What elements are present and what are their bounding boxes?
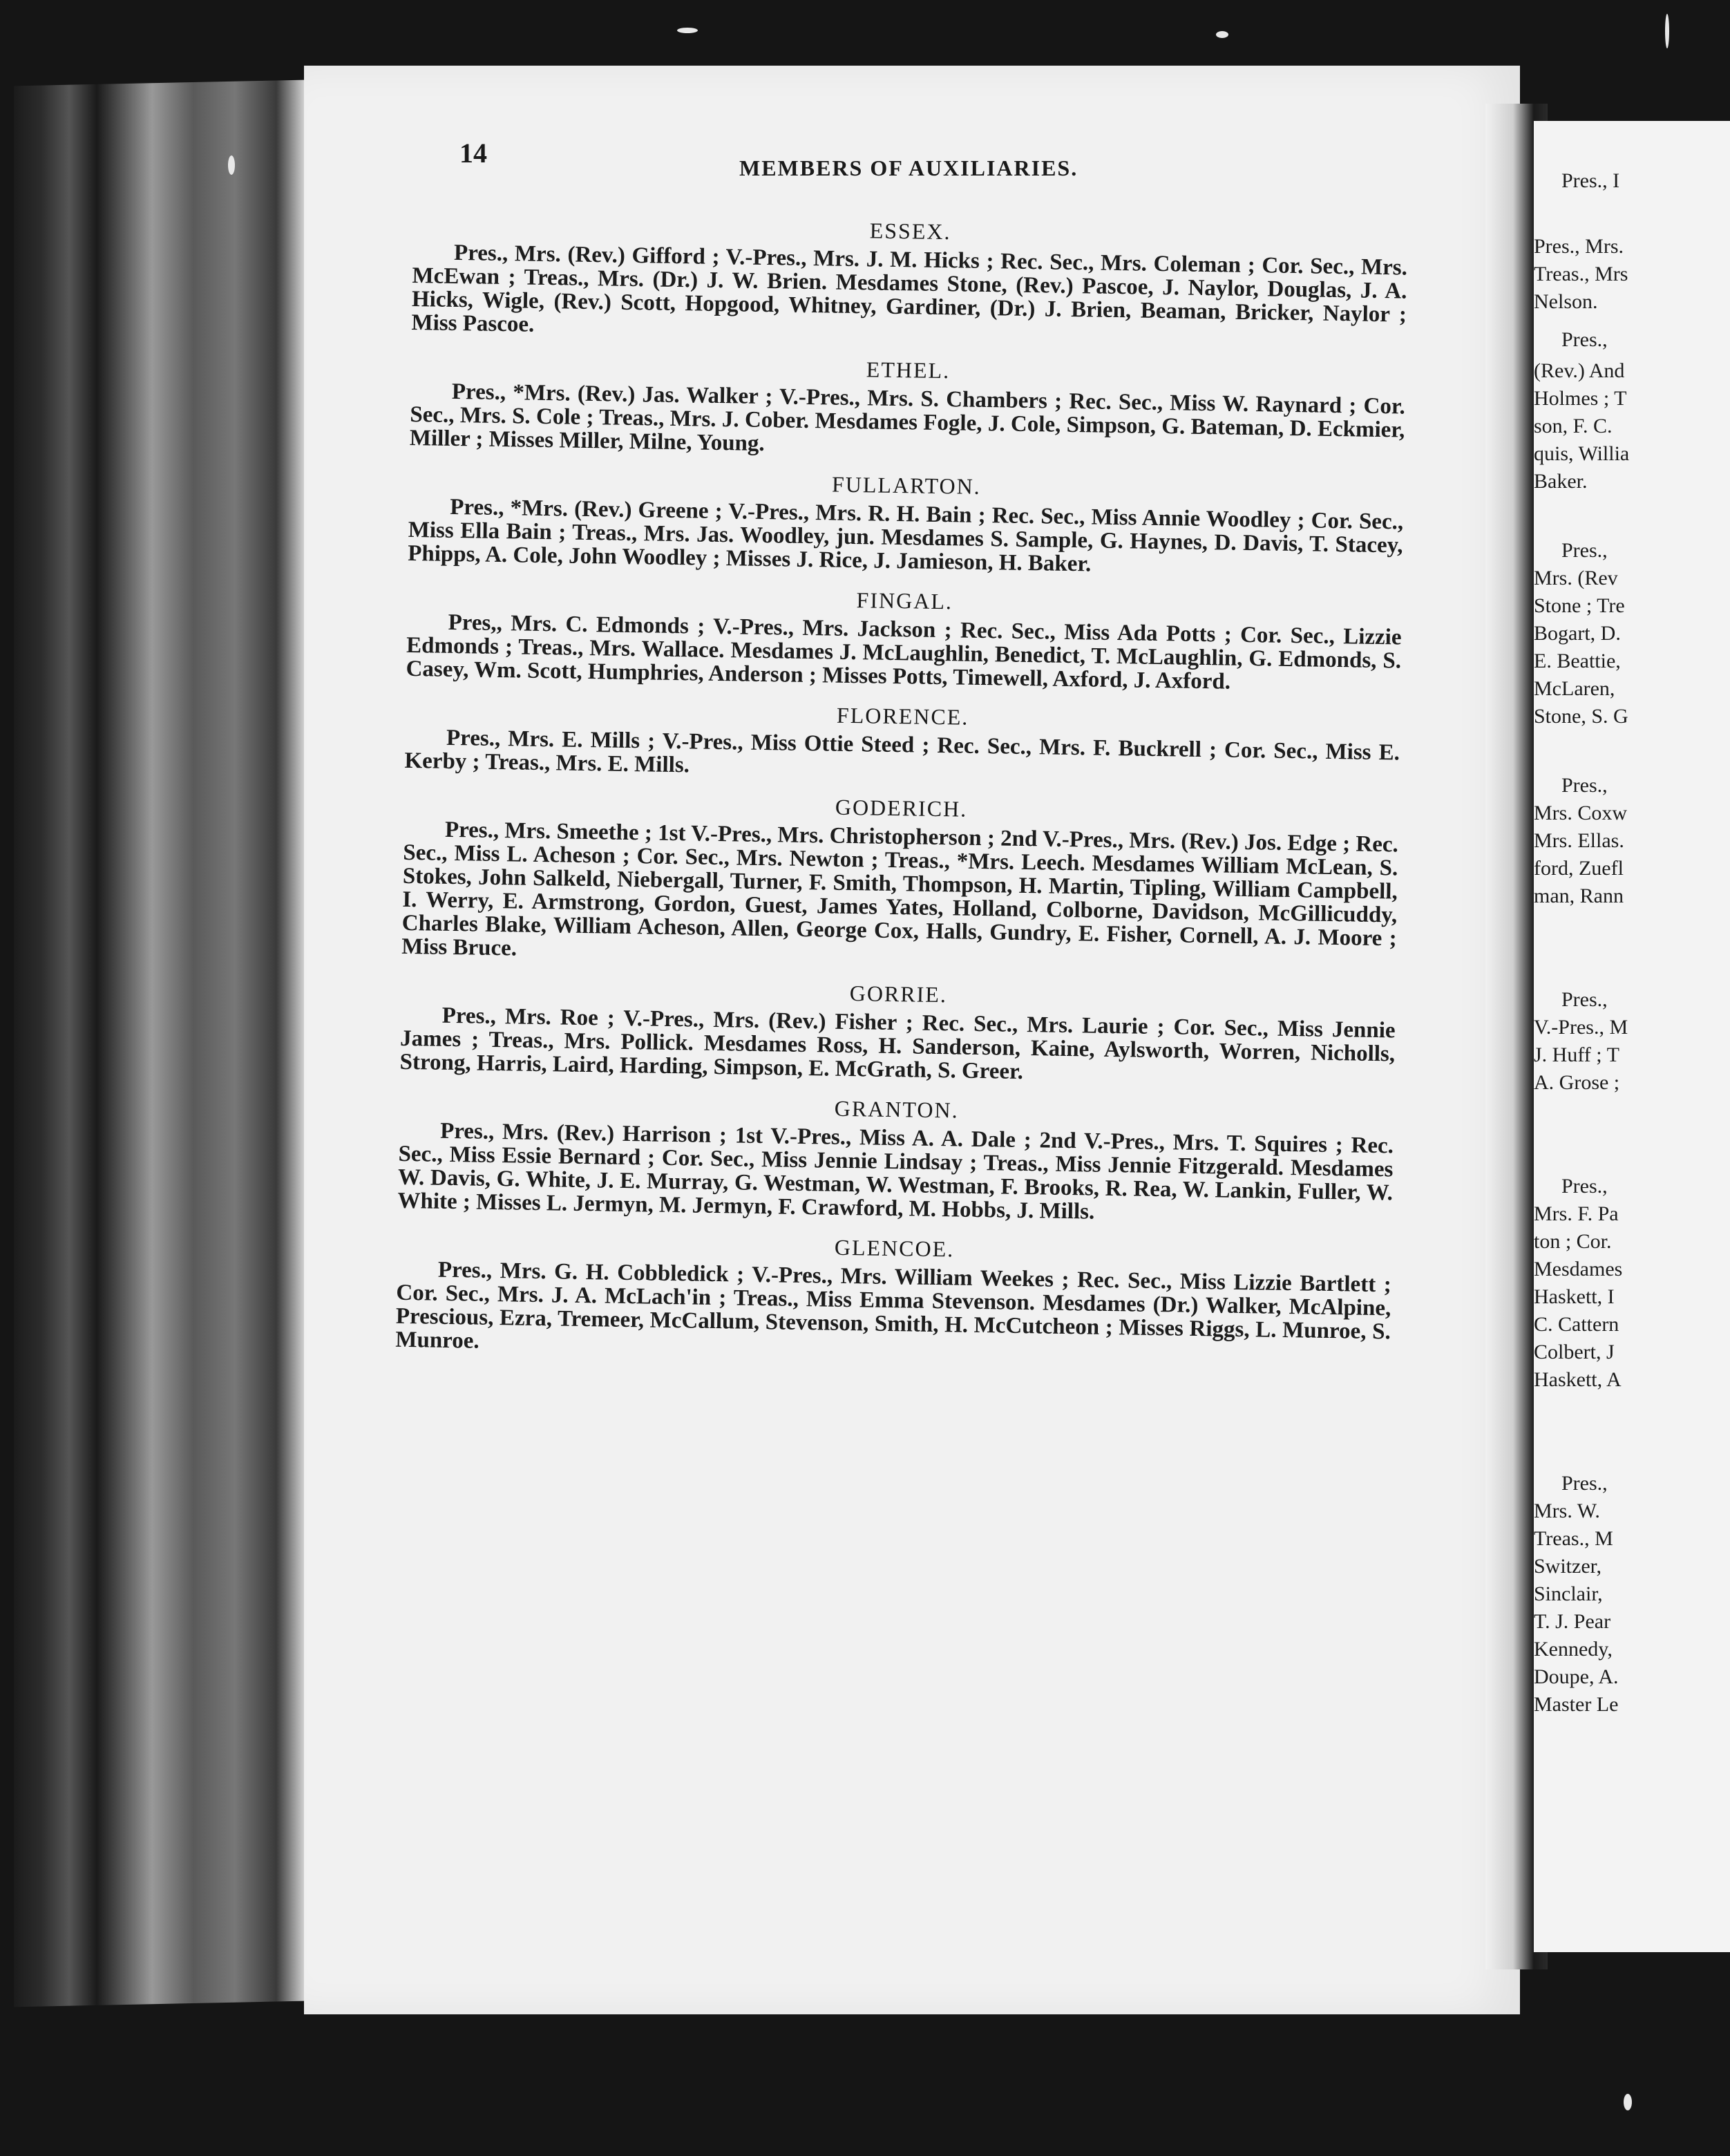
right-page-line: man, Rann [1534,885,1624,907]
section-title: GORRIE. [849,981,948,1008]
section-title: ETHEL. [866,357,951,384]
right-page-line: Nelson. [1534,290,1598,313]
right-page-line: E. Beattie, [1534,650,1621,672]
section-body: Pres., Mrs. Roe ; V.-Pres., Mrs. (Rev.) Fisher ; Rec. Sec., Mrs. Laurie ; Cor. Sec., Miss Jennie James ; Treas., Mrs. Pollick. Mesdames Ross, H. Sanderson, Kaine, Aylsworth, Worren, Nicholls, Strong, Harris, Laird, Harding, Simpson, E. McGrath, S. Greer. [399,1003,1396,1085]
right-page-line: Pres., [1561,988,1608,1011]
right-page-line: Master Le [1534,1693,1619,1716]
right-page-line: Pres., [1561,1472,1608,1495]
running-title: MEMBERS OF AUXILIARIES. [739,155,1078,180]
right-page-line: Bogart, D. [1534,622,1621,645]
section-body: Pres., Mrs. E. Mills ; V.-Pres., Miss Ottie Steed ; Rec. Sec., Mrs. F. Buckrell ; Cor. Sec., Miss E. Kerby ; Treas., Mrs. E. Mills. [404,725,1400,778]
film-speck [228,155,235,175]
right-page-line: Mrs. F. Pa [1534,1202,1619,1225]
page-content [395,124,1409,1382]
section-title: FINGAL. [856,587,953,614]
right-page-line: Pres., [1561,539,1608,562]
film-speck [677,28,698,33]
section-fullarton [408,465,1404,581]
section-body: Pres,, Mrs. C. Edmonds ; V.-Pres., Mrs. Jackson ; Rec. Sec., Miss Ada Potts ; Cor. Sec., Lizzie Edmonds ; Treas., Mrs. Wallace. Mesdames J. McLaughlin, Benedict, T. McLaughlin, G. Edmonds, S. Casey, Wm. Scott, Humphries, Anderson ; Misses Potts, Timewell, Axford, J. Axford. [406,609,1402,694]
right-page-line: ford, Zuefl [1534,857,1624,880]
section-fingal [406,580,1402,697]
right-page-line: Switzer, [1534,1555,1601,1578]
section-body: Pres., Mrs. Smeethe ; 1st V.-Pres., Mrs. Christopherson ; 2nd V.-Pres., Mrs. (Rev.) Jos. Edge ; Rec. Sec., Miss L. Acheson ; Cor. Sec., Mrs. Newton ; Treas., *Mrs. Leech. Mesdames William McLean, S. Stokes, John Salkeld, Niebergall, Turner, F. Smith, Thompson, H. Martin, Tipling, William Campbell, I. Werry, E. Armstrong, Gordon, Guest, James Yates, Holland, Colborne, Davidson, McGillicuddy, Charles Blake, William Acheson, Allen, George Cox, Halls, Gundry, E. Fisher, Cornell, A. J. Moore ; Miss Bruce. [401,817,1399,961]
section-glencoe [395,1228,1392,1368]
section-florence [404,696,1400,788]
right-page-line: Mrs. Ellas. [1534,829,1624,852]
right-page-line: quis, Willia [1534,442,1630,465]
right-page-line: Treas., M [1534,1527,1613,1550]
section-gorrie [399,974,1396,1090]
right-page-line: son, F. C. [1534,415,1613,437]
right-page-line: (Rev.) And [1534,359,1625,382]
film-speck [1624,2094,1632,2110]
right-page-line: A. Grose ; [1534,1071,1620,1094]
right-page-line: McLaren, [1534,677,1615,700]
right-page-line: Pres., [1561,1175,1608,1198]
section-body: Pres., *Mrs. (Rev.) Greene ; V.-Pres., Mrs. R. H. Bain ; Rec. Sec., Miss Annie Woodley ; Cor. Sec., Miss Ella Bain ; Treas., Mrs. Jas. Woodley, jun. Mesdames S. Sample, G. Haynes, D. Davis, T. Stacey, Phipps, A. Cole, John Woodley ; Misses J. Rice, J. Jamieson, H. Baker. [407,494,1404,577]
right-page-line: Haskett, A [1534,1368,1622,1391]
section-title: FLORENCE. [836,702,969,730]
right-page-line: Mesdames [1534,1258,1623,1280]
right-page-line: Mrs. W. [1534,1500,1600,1522]
right-page-line: Stone, S. G [1534,705,1628,728]
film-speck [1665,14,1669,48]
section-title: GODERICH. [835,794,968,822]
book-page-edge [14,80,304,2007]
right-page-line: Pres., Mrs. [1534,235,1624,258]
right-page-line: Kennedy, [1534,1638,1613,1661]
right-page-line: Holmes ; T [1534,387,1627,410]
right-page-line: Colbert, J [1534,1341,1615,1363]
right-page-line: Stone ; Tre [1534,594,1625,617]
right-page-line: Mrs. Coxw [1534,802,1628,824]
right-page-line: Haskett, I [1534,1285,1615,1308]
right-page-line: C. Cattern [1534,1313,1619,1336]
right-page-line: J. Huff ; T [1534,1043,1619,1066]
section-body: Pres., Mrs. (Rev.) Gifford ; V.-Pres., Mrs. J. M. Hicks ; Rec. Sec., Mrs. Coleman ; Cor. Sec., Mrs. McEwan ; Treas., Mrs. (Dr.) J. W. Brien. Mesdames Stone, (Rev.) Pascoe, J. Naylor, Douglas, J. A. Hicks, Wigle, (Rev.) Scott, Hopgood, Whitney, Gardiner, (Dr.) J. Brien, Beaman, Bricker, Naylor ; Miss Pascoe. [411,240,1408,337]
section-title: GRANTON. [834,1095,959,1123]
right-page-line: Pres., [1561,328,1608,351]
section-title: ESSEX. [869,218,951,245]
section-body: Pres., *Mrs. (Rev.) Jas. Walker ; V.-Pres., Mrs. S. Chambers ; Rec. Sec., Miss W. Raynard ; Cor. Sec., Mrs. S. Cole ; Treas., Mrs. J. Cober. Mesdames Fogle, J. Cole, Simpson, G. Bateman, D. Eckmier, Miller ; Misses Miller, Milne, Young. [409,379,1406,457]
section-goderich [401,788,1399,974]
section-body: Pres., Mrs. G. H. Cobbledick ; V.-Pres., Mrs. William Weekes ; Rec. Sec., Miss Lizzie Bartlett ; Cor. Sec., Mrs. J. A. McLach'in ; Treas., Miss Emma Stevenson. Mesdames (Dr.) Walker, McAlpine, Prescious, Ezra, Tremeer, McCallum, Stevenson, Smith, H. McCutcheon ; Misses Riggs, L. Munroe, S. Munroe. [395,1257,1392,1354]
right-page-line: V.-Pres., M [1534,1016,1628,1039]
right-page-line: T. J. Pear [1534,1610,1611,1633]
right-page-line: Pres., [1561,774,1608,797]
right-page-line: Sinclair, [1534,1582,1603,1605]
section-ethel [410,350,1406,466]
right-page-line: Pres., I [1561,169,1620,192]
film-speck [1216,31,1228,38]
right-page-line: Doupe, A. [1534,1665,1619,1688]
page-number: 14 [459,138,487,169]
section-essex [411,211,1408,350]
section-title: GLENCOE. [834,1234,955,1262]
section-granton [397,1089,1394,1229]
right-page-line: Treas., Mrs [1534,263,1628,285]
right-page [1534,121,1730,1952]
section-body: Pres., Mrs. (Rev.) Harrison ; 1st V.-Pres., Miss A. A. Dale ; 2nd V.-Pres., Mrs. T. Squires ; Rec. Sec., Miss Essie Bernard ; Cor. Sec., Miss Jennie Lindsay ; Treas., Miss Jennie Fitzgerald. Mesdames W. Davis, G. White, J. E. Murray, G. Westman, W. Westman, F. Brooks, R. Rea, W. Lankin, Fuller, W. White ; Misses L. Jermyn, M. Jermyn, F. Crawford, M. Hobbs, J. Mills. [397,1118,1394,1224]
right-page-line: ton ; Cor. [1534,1230,1612,1253]
right-page-line: Baker. [1534,470,1588,493]
section-title: FULLARTON. [831,471,982,499]
right-page-line: Mrs. (Rev [1534,567,1618,589]
